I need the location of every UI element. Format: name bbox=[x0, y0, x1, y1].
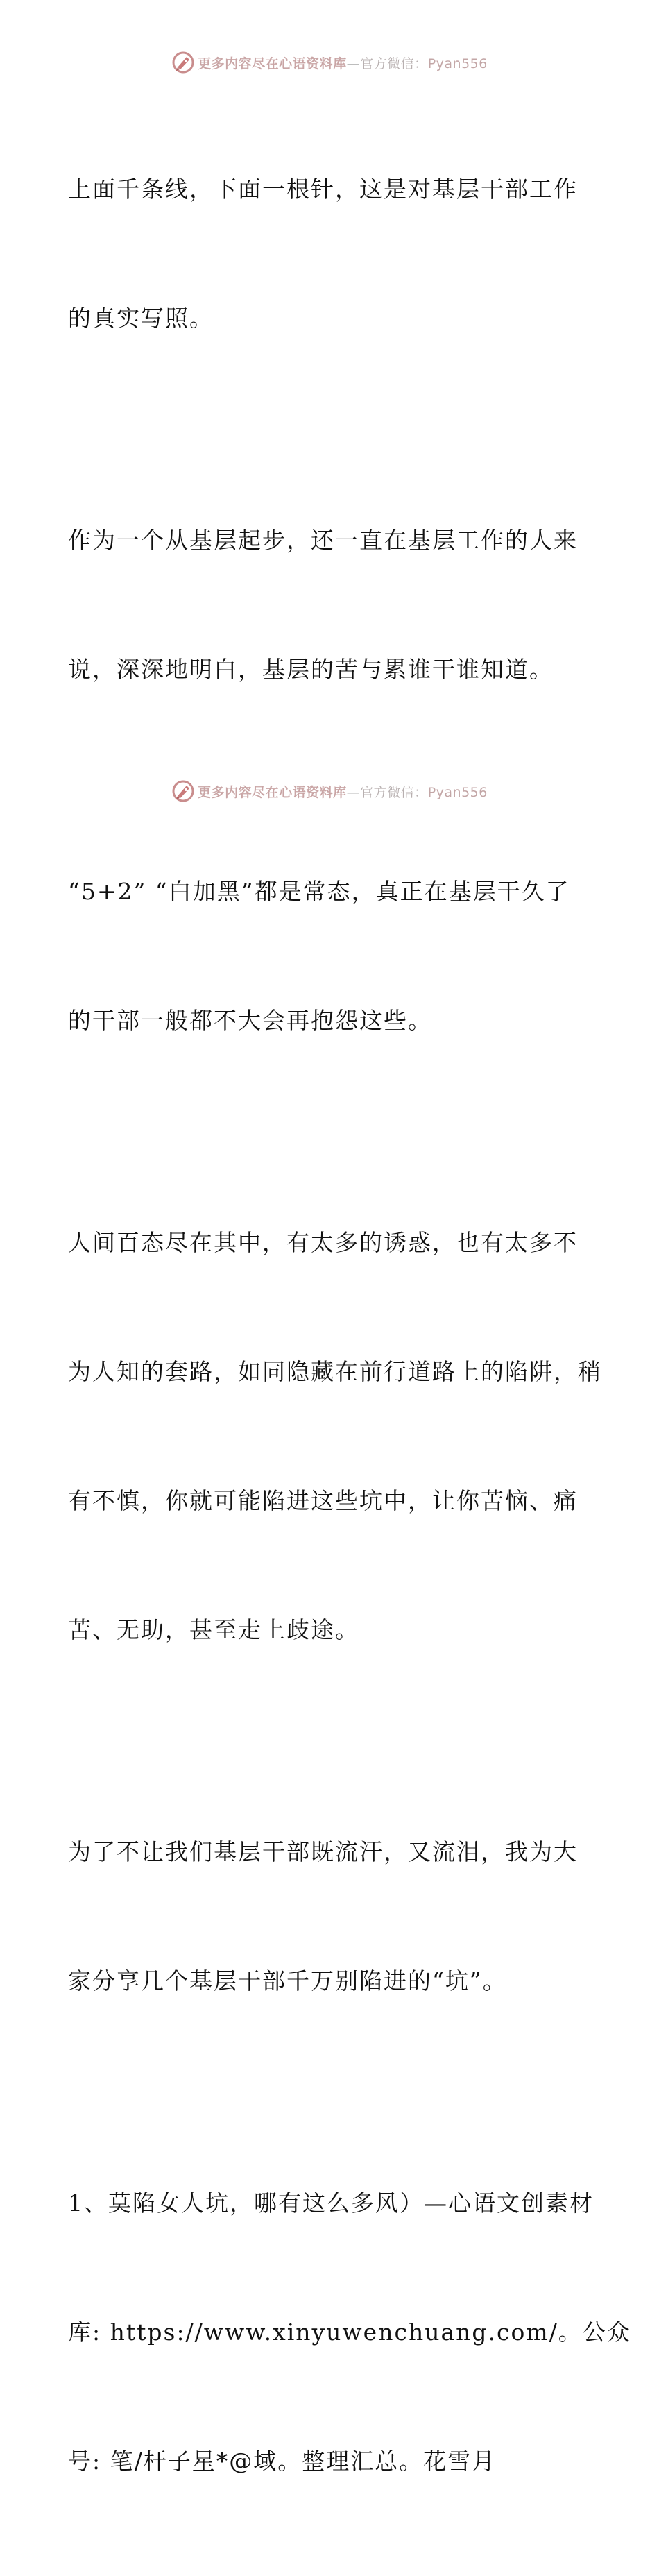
text-line: 1、莫陷女人坑，哪有这么多风）—心语文创素材 bbox=[68, 2189, 594, 2217]
text-line: 作为一个从基层起步，还一直在基层工作的人来 bbox=[68, 527, 578, 554]
text-line: 的真实写照。 bbox=[68, 305, 214, 332]
paragraph bbox=[68, 82, 595, 426]
paragraph bbox=[68, 784, 595, 1128]
watermark-wechat-label: 官方微信： bbox=[360, 784, 428, 800]
pen-nib-logo-icon bbox=[171, 51, 195, 74]
paragraph bbox=[68, 1745, 595, 2089]
watermark-wechat-label: 官方微信： bbox=[360, 56, 428, 71]
text-line: 苦、无助，甚至走上歧途。 bbox=[68, 1616, 359, 1643]
watermark-wechat-id: Pyan556 bbox=[427, 784, 488, 800]
watermark-wechat-id: Pyan556 bbox=[427, 56, 488, 71]
text-line: 为人知的套路，如同隐藏在前行道路上的陷阱，稍 bbox=[68, 1358, 602, 1385]
paragraph bbox=[68, 2096, 631, 2569]
header-watermark bbox=[0, 49, 659, 76]
text-line: 的干部一般都不大会再抱怨这些。 bbox=[68, 1007, 432, 1034]
watermark-text bbox=[198, 782, 488, 801]
pen-nib-logo-icon bbox=[171, 779, 195, 803]
text-line: 上面千条线，下面一根针，这是对基层干部工作 bbox=[68, 176, 578, 203]
text-line: 人间百态尽在其中，有太多的诱惑，也有太多不 bbox=[68, 1229, 578, 1256]
watermark-separator: — bbox=[346, 784, 361, 800]
text-line: 号: 笔/杆子星*@域。整理汇总。花雪月 bbox=[68, 2448, 497, 2475]
text-line: 为了不让我们基层干部既流汗，又流泪，我为大 bbox=[68, 1838, 578, 1865]
paragraph bbox=[68, 1135, 602, 1738]
text-line: 有不慎，你就可能陷进这些坑中，让你苦恼、痛 bbox=[68, 1487, 578, 1514]
paragraph bbox=[68, 433, 595, 777]
footer-watermark bbox=[0, 777, 659, 805]
watermark-brand: 更多内容尽在心语资料库 bbox=[198, 56, 347, 71]
watermark-brand: 更多内容尽在心语资料库 bbox=[198, 784, 347, 800]
watermark-text bbox=[198, 53, 488, 72]
text-line: 家分享几个基层干部千万别陷进的“坑”。 bbox=[68, 1967, 507, 1994]
watermark-separator: — bbox=[346, 56, 361, 71]
document-body bbox=[68, 82, 631, 2576]
text-line: 库: https://www.xinyuwenchuang.com/。公众 bbox=[68, 2319, 631, 2346]
text-line: 说，深深地明白，基层的苦与累谁干谁知道。 bbox=[68, 656, 554, 683]
text-line: “5+2” “白加黑”都是常态，真正在基层干久了 bbox=[68, 878, 570, 905]
